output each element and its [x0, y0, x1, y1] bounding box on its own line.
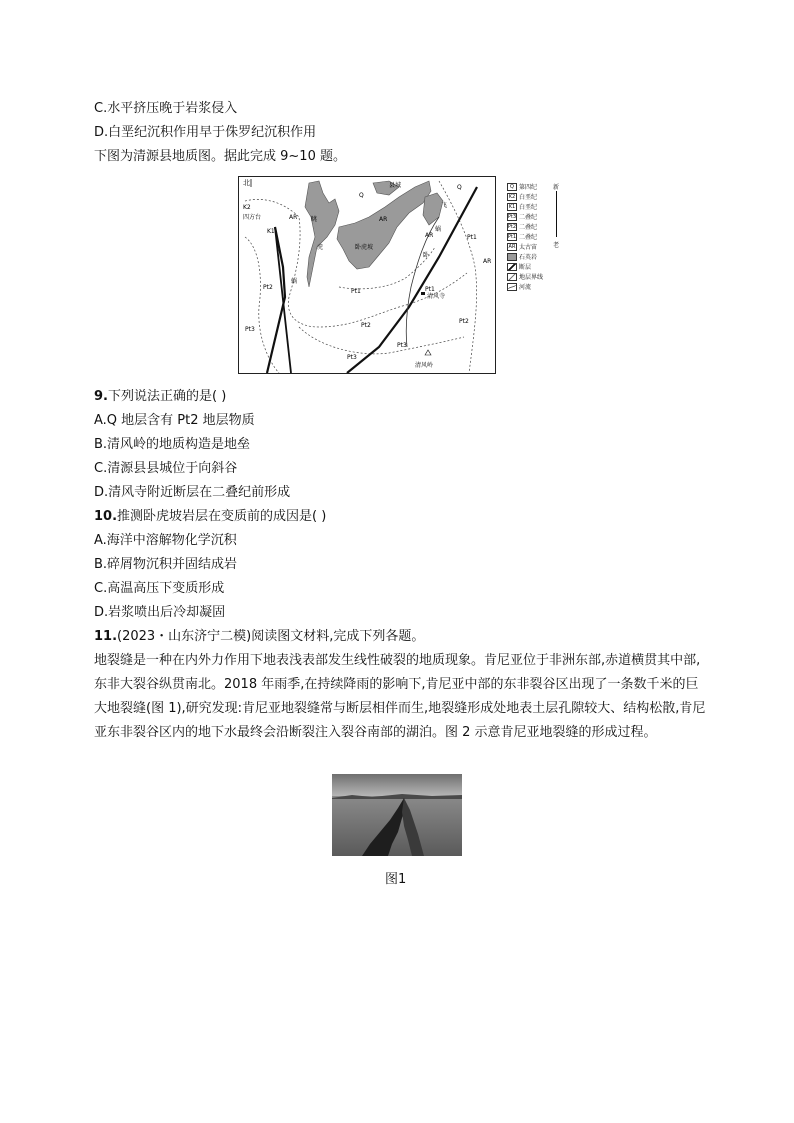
mountain-peak-icon	[425, 350, 431, 355]
legend-row-boundary	[507, 272, 543, 281]
legend-swatch-pt2: Pt2	[507, 223, 517, 230]
question-11-text: (2023・山东济宁二模)阅读图文材料,完成下列各题。	[117, 629, 425, 644]
legend-old-label: 老	[553, 242, 560, 249]
map-label-pt2c: Pt2	[459, 318, 469, 325]
legend-swatch-pt3: Pt3	[507, 213, 517, 220]
map-label-ar1: AR	[289, 214, 298, 221]
question-9-option-d: D.清风寺附近断层在二叠纪前形成	[94, 485, 291, 500]
legend-row-fault	[507, 262, 531, 271]
legend-swatch-k1: K1	[508, 203, 516, 210]
map-label-k2: K2	[243, 204, 251, 211]
map-label-ar3: AR	[425, 232, 434, 239]
option-c-prev: C.水平挤压晚于岩浆侵入	[94, 101, 238, 116]
question-10-number: 10.	[94, 509, 118, 524]
question-9-number: 9.	[94, 389, 108, 404]
question-10-text: 推测卧虎坡岩层在变质前的成因是( )	[117, 509, 327, 524]
legend-row-k1	[507, 202, 537, 211]
map-label-wohu: 卧虎坡	[355, 244, 374, 251]
figure-1-caption: 图1	[385, 872, 407, 887]
question-9-option-a: A.Q 地层含有 Pt2 地层物质	[94, 413, 255, 428]
legend-age-arrow	[556, 191, 557, 237]
question-11-material: 地裂缝是一种在内外力作用下地表浅表部发生线性破裂的地质现象。肯尼亚位于非洲东部,赤道横贯其中部,东非大裂谷纵贯南北。2018 年雨季,在持续降雨的影响下,肯尼亚中部的东非裂谷区出现了一条数千米的巨大地裂缝(图 1),研究发现:肯尼亚地裂缝常与断层相伴而生,地裂缝形成处地表土层孔隙较大、结构松散,肯尼亚东非裂谷区内的地下水最终会沿断裂注入裂谷南部的湖泊。图 2 示意肯尼亚地裂缝的形成过程。	[94, 653, 706, 740]
boundary-line-4	[439, 181, 477, 373]
legend-swatch-river	[507, 283, 517, 291]
question-10-option-b: B.碎屑物沉积并固结成岩	[94, 557, 238, 572]
legend-row-q	[507, 182, 537, 191]
question-10-option-c: C.高温高压下变质形成	[94, 581, 225, 596]
legend-label-q: 第四纪	[519, 184, 538, 191]
legend-row-river	[507, 282, 531, 291]
legend-row-ar	[507, 242, 537, 251]
legend-swatch-pt1: Pt1	[507, 233, 517, 240]
map-label-sifangtai: 四方台	[243, 214, 262, 221]
map-label-wo2: 蜗	[435, 226, 442, 233]
legend-label-pt3: 二叠纪	[519, 214, 538, 221]
legend-new-label: 新	[553, 184, 560, 191]
legend-swatch-quartzite	[507, 253, 517, 261]
map-label-qingfengling: 清风岭	[415, 362, 434, 369]
quartzite-area-1	[305, 181, 339, 287]
question-9-option-c: C.清源县县城位于向斜谷	[94, 461, 238, 476]
map-label-q2: Q	[359, 192, 364, 199]
question-9-stem	[94, 389, 226, 405]
map-label-tiao: 眺	[311, 216, 318, 223]
river-line	[406, 217, 442, 347]
map-label-pt2b: Pt2	[361, 322, 371, 329]
legend-label-k2: 白垩纪	[519, 194, 538, 201]
map-label-pt1b: Pt1	[351, 288, 361, 295]
legend-label-river: 河流	[519, 284, 532, 291]
quartzite-area-4	[423, 193, 443, 225]
map-label-wo: 卧	[423, 252, 430, 259]
ground-fissure-photo	[332, 774, 462, 856]
fault-line-2	[275, 227, 291, 373]
legend-swatch-ar: AR	[508, 243, 516, 250]
map-label-pt1c: Pt1	[425, 286, 435, 293]
map-label-qingfengsi: 清风寺	[427, 293, 446, 300]
legend-swatch-boundary	[507, 273, 517, 281]
legend-label-pt2: 二叠纪	[519, 224, 538, 231]
map-label-q1: Q	[457, 184, 462, 191]
legend-row-quartzite	[507, 252, 537, 261]
map-legend	[507, 182, 577, 294]
legend-label-boundary: 地层界线	[519, 274, 544, 281]
boundary-line-2	[245, 237, 279, 373]
legend-label-quartzite: 石英岩	[519, 254, 538, 261]
intro-text: 下图为清源县地质图。据此完成 9~10 题。	[94, 149, 346, 164]
map-label-ar4: AR	[483, 258, 492, 265]
map-label-pt1a: Pt1	[467, 234, 477, 241]
north-label: 北	[243, 179, 250, 187]
question-9-text: 下列说法正确的是( )	[107, 389, 227, 404]
question-9-option-b: B.清风岭的地质构造是地垒	[94, 437, 251, 452]
map-label-k1: K1	[267, 228, 275, 235]
legend-row-pt2	[507, 222, 537, 231]
legend-swatch-q: Q	[507, 183, 517, 191]
question-11-number: 11.	[94, 629, 118, 644]
legend-label-fault: 断层	[519, 264, 532, 271]
question-11-stem	[94, 629, 424, 645]
temple-icon	[421, 292, 425, 295]
option-d-prev: D.白垩纪沉积作用早于侏罗纪沉积作用	[94, 125, 317, 140]
question-10-option-a: A.海洋中溶解物化学沉积	[94, 533, 237, 548]
question-10-option-d: D.岩浆喷出后冷却凝固	[94, 605, 226, 620]
map-label-pt3a: Pt3	[245, 326, 255, 333]
map-label-ar2: AR	[379, 216, 388, 223]
geological-map	[238, 176, 496, 374]
legend-row-k2	[507, 192, 537, 201]
map-label-pt2a: Pt2	[263, 284, 273, 291]
question-10-stem	[94, 509, 326, 525]
legend-row-pt1	[507, 232, 537, 241]
legend-label-ar: 太古宙	[519, 244, 538, 251]
boundary-line-3	[299, 327, 464, 354]
legend-swatch-fault	[507, 263, 517, 271]
map-label-county: 县城	[389, 182, 402, 189]
map-label-pt3b: Pt3	[347, 354, 357, 361]
legend-swatch-k2: K2	[508, 193, 516, 200]
map-label-hu: 虎	[317, 244, 324, 251]
map-label-pt3c: Pt3	[397, 342, 407, 349]
legend-label-pt1: 二叠纪	[519, 234, 538, 241]
map-label-fei: 飞	[441, 202, 448, 209]
map-label-wo3: 蜗	[291, 278, 298, 285]
legend-row-pt3	[507, 212, 537, 221]
legend-label-k1: 白垩纪	[519, 204, 538, 211]
